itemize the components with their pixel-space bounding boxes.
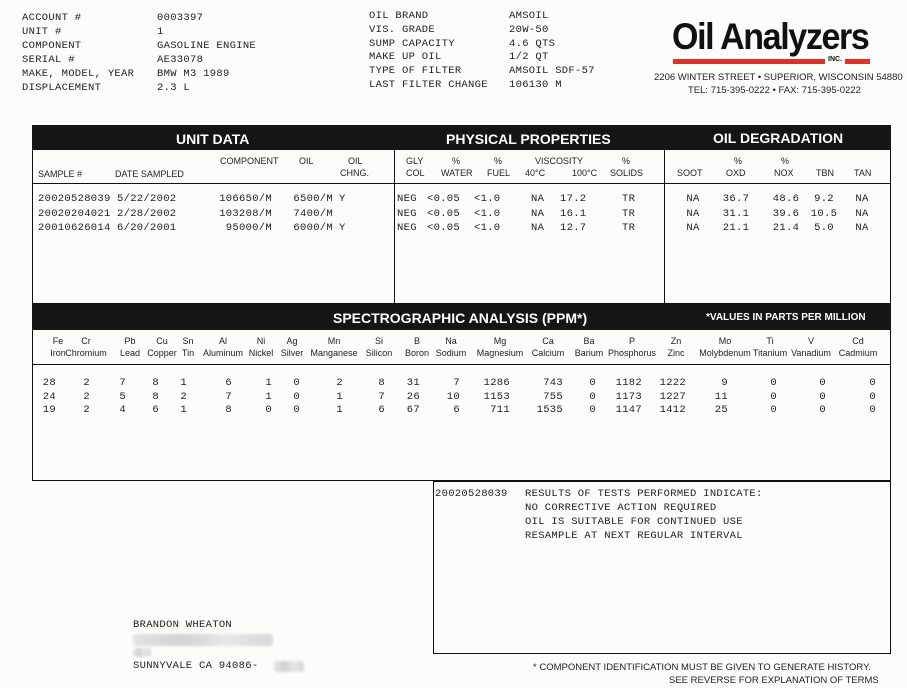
sample-oil-cell: 7400/M: [293, 207, 333, 220]
sample-water-cell: <0.05: [427, 193, 461, 205]
account-value: AE33078: [157, 54, 204, 66]
spectro-symbol-cu: Cu: [156, 336, 168, 346]
hdr-tbn: TBN: [816, 168, 834, 178]
sample-water-cell: <0.05: [427, 222, 461, 234]
sample-fuel-cell: <1.0: [474, 193, 501, 205]
spectro-value-cell: 67: [406, 404, 420, 416]
sample-water-cell: <0.05: [427, 207, 461, 220]
spectro-value-cell: 11: [714, 390, 728, 403]
account-value: 2.3 L: [157, 82, 191, 94]
sample-v40-cell: NA: [531, 207, 545, 220]
spectro-value-cell: 0: [293, 377, 300, 389]
spectro-value-cell: 8: [152, 377, 159, 389]
sample-sample-cell: 20020204021: [38, 207, 111, 220]
spectro-element-vanadium: Vanadium: [791, 348, 831, 358]
spectro-symbol-b: B: [413, 336, 420, 346]
spectro-symbol-cd: Cd: [852, 336, 864, 346]
oil-info-label: OIL BRAND: [369, 10, 429, 22]
spectro-value-cell: 2: [336, 377, 343, 389]
sample-date-cell: 2/28/2002: [117, 207, 177, 220]
sample-v40-cell: NA: [531, 193, 545, 205]
spectro-value-cell: 8: [378, 377, 385, 389]
hdr-oil: OIL: [299, 156, 314, 166]
spectro-value-cell: 0: [770, 377, 777, 389]
hdr-oil-chng-2: CHNG.: [340, 168, 369, 178]
spectro-value-cell: 31: [406, 377, 420, 389]
customer-city: SUNNYVALE CA 94086-: [133, 660, 259, 672]
hdr-date: DATE SAMPLED: [115, 169, 184, 179]
spectro-value-cell: 26: [406, 390, 420, 403]
spectro-value-cell: 1: [265, 377, 272, 389]
logo-bar-right: [845, 59, 870, 64]
spectro-value-cell: 5: [119, 390, 126, 403]
spectro-element-lead: Lead: [119, 348, 141, 358]
spectro-value-cell: 10: [446, 390, 460, 403]
spectro-value-cell: 711: [490, 404, 510, 416]
spectro-value-cell: 1227: [659, 390, 686, 403]
results-sample-number: 20020528039: [435, 488, 508, 500]
spectro-symbol-ag: Ag: [286, 336, 298, 346]
account-value: GASOLINE ENGINE: [157, 40, 257, 52]
sample-solids-cell: TR: [622, 193, 636, 205]
hdr-oxd-2: OXD: [726, 168, 746, 178]
spectro-element-cadmium: Cadmium: [838, 348, 878, 358]
spectro-value-cell: 2: [83, 390, 90, 403]
account-label: ACCOUNT #: [22, 12, 82, 24]
sample-component-cell: 95000/M: [225, 222, 272, 234]
account-label: COMPONENT: [22, 40, 82, 52]
account-value: BMW M3 1989: [157, 68, 230, 80]
logo-bar-left: [673, 59, 825, 64]
spectro-value-cell: 8: [225, 404, 232, 416]
spectro-value-cell: 9: [721, 377, 728, 389]
spectro-value-cell: 743: [543, 377, 563, 389]
sample-v100-cell: 12.7: [560, 222, 587, 234]
spectro-symbol-al: Al: [218, 336, 227, 346]
hdr-component: COMPONENT: [220, 156, 279, 166]
spectro-value-cell: 6: [152, 404, 159, 416]
redacted-street: [133, 634, 273, 646]
company-address: 2206 WINTER STREET • SUPERIOR, WISCONSIN 54880: [654, 72, 903, 83]
spectro-symbol-fe: Fe: [52, 336, 64, 346]
sample-nox-cell: 21.4: [772, 222, 800, 234]
sample-tbn-cell: 10.5: [810, 207, 838, 220]
sample-component-cell: 103208/M: [219, 207, 272, 220]
sample-v40-cell: NA: [531, 222, 545, 234]
spectro-value-cell: 0: [770, 390, 777, 403]
spectro-value-cell: 25: [714, 404, 728, 416]
sample-tbn-cell: 5.0: [814, 222, 834, 234]
oil-info-label: VIS. GRADE: [369, 23, 436, 36]
redacted-zip: [274, 661, 304, 672]
results-line: RESULTS OF TESTS PERFORMED INDICATE:: [525, 488, 763, 500]
spectro-element-boron: Boron: [404, 348, 430, 358]
oil-info-value: 106130 M: [509, 79, 562, 91]
hdr-oil-chng-1: OIL: [348, 156, 363, 166]
spectro-value-cell: 1182: [615, 377, 642, 389]
spectro-element-nickel: Nickel: [248, 348, 274, 358]
oil-info-label: TYPE OF FILTER: [369, 65, 462, 78]
sample-chng-cell: Y: [339, 222, 346, 234]
oil-info-label: MAKE UP OIL: [369, 51, 442, 64]
spectro-value-cell: 0: [293, 404, 300, 416]
spectro-symbol-ni: Ni: [256, 336, 266, 346]
spectro-element-copper: Copper: [147, 348, 177, 358]
company-phone: TEL: 715-395-0222 • FAX: 715-395-0222: [688, 85, 861, 96]
spectro-header-rule: [32, 364, 891, 365]
spectro-value-cell: 0: [869, 377, 876, 389]
sample-solids-cell: TR: [622, 222, 636, 234]
sample-tan-cell: NA: [855, 222, 869, 234]
spectro-value-cell: 6: [453, 404, 460, 416]
sample-gly-cell: NEG: [397, 222, 417, 234]
spectro-symbol-ba: Ba: [583, 336, 595, 346]
spectro-value-cell: 0: [819, 390, 826, 403]
sample-tbn-cell: 9.2: [814, 193, 834, 205]
spectro-value-cell: 1: [180, 377, 187, 389]
spectro-element-calcium: Calcium: [531, 348, 565, 358]
spectro-symbol-cr: Cr: [81, 336, 91, 346]
spectro-value-cell: 0: [589, 404, 596, 416]
oil-info-label: SUMP CAPACITY: [369, 37, 455, 50]
spectro-symbol-na: Na: [445, 336, 457, 346]
spectro-symbol-ti: Ti: [766, 336, 774, 346]
oil-info-value: 1/2 QT: [509, 51, 549, 64]
spectro-value-cell: 24: [42, 390, 56, 403]
spectro-value-cell: 1286: [483, 377, 510, 389]
sample-sample-cell: 20010626014: [38, 222, 111, 234]
spectro-symbol-sn: Sn: [182, 336, 194, 346]
oil-info-value: 4.6 QTS: [509, 37, 556, 50]
top-header-band: [32, 125, 891, 150]
spectro-value-cell: 6: [378, 404, 385, 416]
spectro-symbol-ca: Ca: [542, 336, 554, 346]
company-inc: INC.: [828, 56, 842, 63]
account-label: SERIAL #: [22, 54, 75, 66]
spectro-value-cell: 1535: [536, 404, 563, 416]
spectro-element-titanium: Titanium: [752, 348, 788, 358]
spectro-value-cell: 7: [119, 377, 126, 389]
sample-component-cell: 106650/M: [219, 193, 272, 205]
results-line: NO CORRECTIVE ACTION REQUIRED: [525, 502, 717, 514]
sample-oil-cell: 6000/M: [293, 222, 333, 234]
oil-info-value: AMSOIL SDF-57: [509, 65, 595, 78]
hdr-fuel-2: FUEL: [487, 168, 511, 178]
account-label: DISPLACEMENT: [22, 82, 102, 94]
spectro-value-cell: 7: [225, 390, 232, 403]
hdr-sample: SAMPLE #: [38, 169, 83, 179]
spectro-symbol-si: Si: [374, 336, 383, 346]
hdr-viscosity: VISCOSITY: [535, 156, 584, 166]
spectro-value-cell: 0: [869, 390, 876, 403]
spectro-value-cell: 2: [180, 390, 187, 403]
footer-note-1: * COMPONENT IDENTIFICATION MUST BE GIVEN TO GENERATE HISTORY.: [533, 662, 871, 673]
oil-info: [369, 10, 629, 96]
sample-fuel-cell: <1.0: [474, 222, 501, 234]
sample-gly-cell: NEG: [397, 207, 417, 220]
spectro-value-cell: 0: [819, 377, 826, 389]
spectro-value-cell: 0: [819, 404, 826, 416]
hdr-gly-2: COL: [406, 168, 425, 178]
unit-data-heading: UNIT DATA: [176, 131, 250, 147]
spectro-note: *VALUES IN PARTS PER MILLION: [706, 312, 866, 323]
spectro-value-cell: 1: [180, 404, 187, 416]
hdr-visc-40: 40°C: [525, 168, 546, 178]
sample-v100-cell: 16.1: [560, 207, 587, 220]
sample-nox-cell: 39.6: [772, 207, 800, 220]
account-label: MAKE, MODEL, YEAR: [22, 68, 135, 80]
sample-gly-cell: NEG: [397, 193, 417, 205]
spectro-value-cell: 8: [152, 390, 159, 403]
company-logo: [672, 16, 882, 66]
sample-soot-cell: NA: [686, 193, 700, 205]
spectro-symbol-mn: Mn: [327, 336, 341, 346]
spectro-value-cell: 4: [119, 404, 126, 416]
spectro-element-manganese: Manganese: [310, 348, 358, 358]
sample-fuel-cell: <1.0: [474, 207, 501, 220]
spectro-heading: SPECTROGRAPHIC ANALYSIS (PPM*): [333, 310, 588, 326]
spectro-value-cell: 6: [225, 377, 232, 389]
spectro-value-cell: 0: [293, 390, 300, 403]
oil-info-value: 20W-50: [509, 23, 549, 36]
spectro-value-cell: 755: [543, 390, 563, 403]
hdr-water-1: %: [452, 156, 461, 166]
spectro-element-phosphorus: Phosphorus: [607, 348, 657, 358]
spectro-value-cell: 1: [336, 390, 343, 403]
spectro-value-cell: 1147: [615, 404, 642, 416]
sample-date-cell: 5/22/2002: [117, 193, 177, 205]
spectro-header-band: [32, 304, 891, 330]
spectro-value-cell: 2: [83, 404, 90, 416]
top-header-rule: [32, 183, 891, 184]
spectro-element-aluminum: Aluminum: [202, 348, 243, 358]
degradation-heading: OIL DEGRADATION: [713, 130, 844, 146]
sample-tan-cell: NA: [855, 207, 869, 220]
spectro-symbol-p: P: [628, 336, 635, 346]
spectro-element-molybdenum: Molybdenum: [699, 348, 751, 358]
spectro-element-silver: Silver: [280, 348, 304, 358]
hdr-gly-1: GLY: [406, 156, 424, 166]
spectro-symbol-mo: Mo: [718, 336, 732, 346]
oil-info-value: AMSOIL: [509, 10, 549, 22]
sample-oil-cell: 6500/M: [293, 193, 333, 205]
results-line: OIL IS SUITABLE FOR CONTINUED USE: [525, 516, 743, 528]
spectro-value-cell: 0: [265, 404, 272, 416]
account-info: [22, 12, 352, 98]
sample-date-cell: 6/20/2001: [117, 222, 177, 234]
hdr-water-2: WATER: [441, 168, 473, 178]
footer-note-2: SEE REVERSE FOR EXPLANATION OF TERMS: [669, 675, 879, 686]
spectro-value-cell: 19: [42, 404, 56, 416]
hdr-solids-1: %: [622, 156, 631, 166]
sample-oxd-cell: 31.1: [722, 207, 750, 220]
spectro-symbol-pb: Pb: [124, 336, 136, 346]
physical-heading: PHYSICAL PROPERTIES: [446, 131, 611, 147]
hdr-solids-2: SOLIDS: [610, 168, 644, 178]
account-value: 0003397: [157, 12, 204, 24]
spectro-value-cell: 28: [42, 377, 56, 389]
spectro-value-cell: 2: [83, 377, 90, 389]
hdr-soot: SOOT: [677, 168, 703, 178]
account-label: UNIT #: [22, 26, 62, 38]
spectro-value-cell: 1222: [659, 377, 686, 389]
spectro-element-silicon: Silicon: [365, 348, 393, 358]
spectro-value-cell: 7: [378, 390, 385, 403]
spectro-value-cell: 0: [770, 404, 777, 416]
spectro-value-cell: 1: [336, 404, 343, 416]
spectro-element-tin: Tin: [181, 348, 195, 358]
divider-unit-phys: [394, 150, 395, 304]
hdr-nox-1: %: [781, 156, 790, 166]
sample-soot-cell: NA: [686, 207, 700, 220]
spectro-element-iron: Iron: [50, 348, 66, 358]
sample-oxd-cell: 21.1: [722, 222, 750, 234]
spectro-value-cell: 1173: [615, 390, 642, 403]
spectro-element-barium: Barium: [574, 348, 604, 358]
sample-chng-cell: Y: [339, 193, 346, 205]
sample-oxd-cell: 36.7: [722, 193, 750, 205]
spectro-value-cell: 7: [453, 377, 460, 389]
company-name: Oil Analyzers: [672, 16, 869, 57]
sample-solids-cell: TR: [622, 207, 636, 220]
hdr-tan: TAN: [854, 168, 872, 178]
spectro-element-sodium: Sodium: [435, 348, 467, 358]
spectro-element-magnesium: Magnesium: [476, 348, 524, 358]
hdr-oxd-1: %: [734, 156, 743, 166]
spectro-symbol-zn: Zn: [670, 336, 682, 346]
oil-info-label: LAST FILTER CHANGE: [369, 79, 488, 91]
spectro-symbol-v: V: [807, 336, 814, 346]
spectro-element-chromium: Chromium: [65, 348, 107, 358]
sample-nox-cell: 48.6: [772, 193, 800, 205]
spectro-symbol-mg: Mg: [493, 336, 507, 346]
hdr-nox-2: NOX: [774, 168, 794, 178]
sample-soot-cell: NA: [686, 222, 700, 234]
account-value: 1: [157, 26, 164, 38]
spectro-value-cell: 0: [869, 404, 876, 416]
spectro-value-cell: 0: [589, 377, 596, 389]
results-line: RESAMPLE AT NEXT REGULAR INTERVAL: [525, 530, 743, 542]
spectro-value-cell: 0: [589, 390, 596, 403]
customer-name: BRANDON WHEATON: [133, 619, 233, 631]
spectro-value-cell: 1153: [483, 390, 510, 403]
sample-tan-cell: NA: [855, 193, 869, 205]
spectro-value-cell: 1412: [659, 404, 686, 416]
hdr-fuel-1: %: [494, 156, 503, 166]
spectro-value-cell: 1: [265, 390, 272, 403]
hdr-visc-100: 100°C: [572, 168, 598, 178]
sample-sample-cell: 20020528039: [38, 193, 111, 205]
spectro-element-zinc: Zinc: [667, 348, 685, 358]
redacted-line: [133, 648, 151, 657]
sample-v100-cell: 17.2: [560, 193, 587, 205]
